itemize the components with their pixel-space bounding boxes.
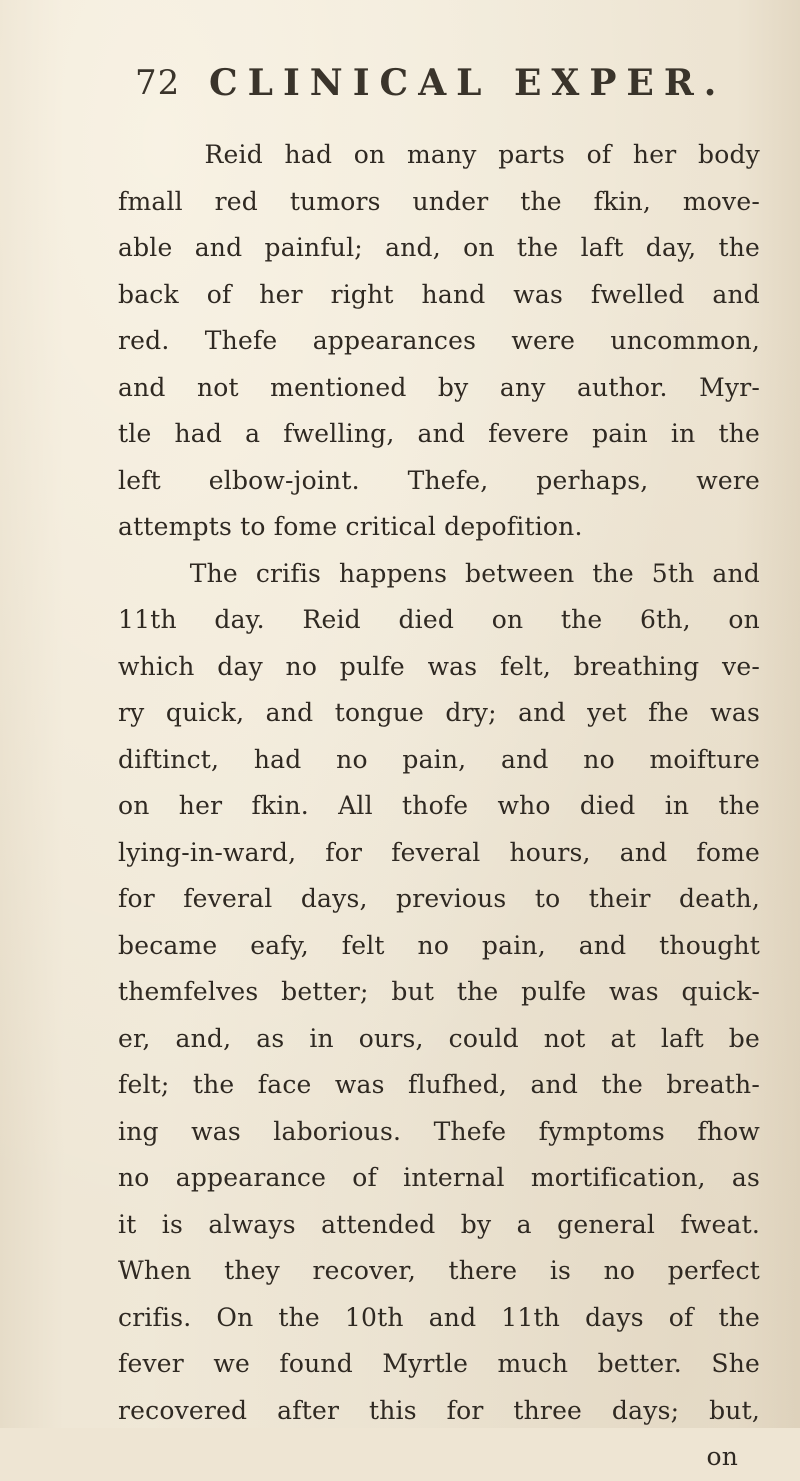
text-line: no appearance of internal mortification, as bbox=[118, 1163, 760, 1192]
text-line: able and painful; and, on the laft day, the bbox=[118, 233, 760, 262]
text-line: which day no pulfe was felt, breathing ve- bbox=[118, 651, 760, 681]
text-line: it is always attended by a general fweat. bbox=[118, 1209, 760, 1239]
body-text bbox=[118, 132, 760, 1481]
text-line: back of her right hand was fwelled and bbox=[118, 279, 760, 309]
text-line: fmall red tumors under the fkin, move- bbox=[118, 186, 760, 216]
text-line: tle had a fwelling, and fevere pain in the bbox=[118, 419, 760, 448]
page-header bbox=[135, 58, 755, 114]
text-line: ry quick, and tongue dry; and yet fhe was bbox=[118, 698, 760, 727]
text-line: left elbow-joint. Thefe, perhaps, were bbox=[118, 465, 760, 495]
text-line: recovered after this for three days; but, bbox=[118, 1395, 760, 1425]
text-line: red. Thefe appearances were uncommon, bbox=[118, 326, 760, 355]
text-line: for feveral days, previous to their death, bbox=[118, 884, 760, 913]
text-line: became eafy, felt no pain, and thought bbox=[118, 930, 760, 960]
text-line: on her fkin. All thofe who died in the bbox=[118, 791, 760, 820]
text-line: and not mentioned by any author. Myr- bbox=[118, 372, 760, 402]
page-number: 72 bbox=[135, 63, 181, 103]
text-line: 11th day. Reid died on the 6th, on bbox=[118, 605, 760, 634]
text-line: diftinct, had no pain, and no moifture bbox=[118, 744, 760, 774]
text-line: felt; the face was flufhed, and the breath- bbox=[118, 1070, 760, 1099]
text-line: crifis. On the 10th and 11th days of the bbox=[118, 1302, 760, 1332]
text-line: attempts to fome critical depofition. bbox=[118, 512, 583, 541]
text-line: ing was laborious. Thefe fymptoms fhow bbox=[118, 1116, 760, 1146]
running-head: CLINICAL EXPER. bbox=[209, 62, 727, 104]
text-line: Reid had on many parts of her body bbox=[118, 140, 760, 169]
text-line: er, and, as in ours, could not at laft be bbox=[118, 1023, 760, 1053]
text-line: The crifis happens between the 5th and bbox=[118, 558, 760, 588]
text-line: fever we found Myrtle much better. She bbox=[118, 1349, 760, 1378]
text-line: lying-in-ward, for feveral hours, and fome bbox=[118, 837, 760, 867]
catchword: on bbox=[706, 1442, 738, 1471]
text-line: When they recover, there is no perfect bbox=[118, 1256, 760, 1285]
text-line: themfelves better; but the pulfe was quick- bbox=[118, 977, 760, 1006]
